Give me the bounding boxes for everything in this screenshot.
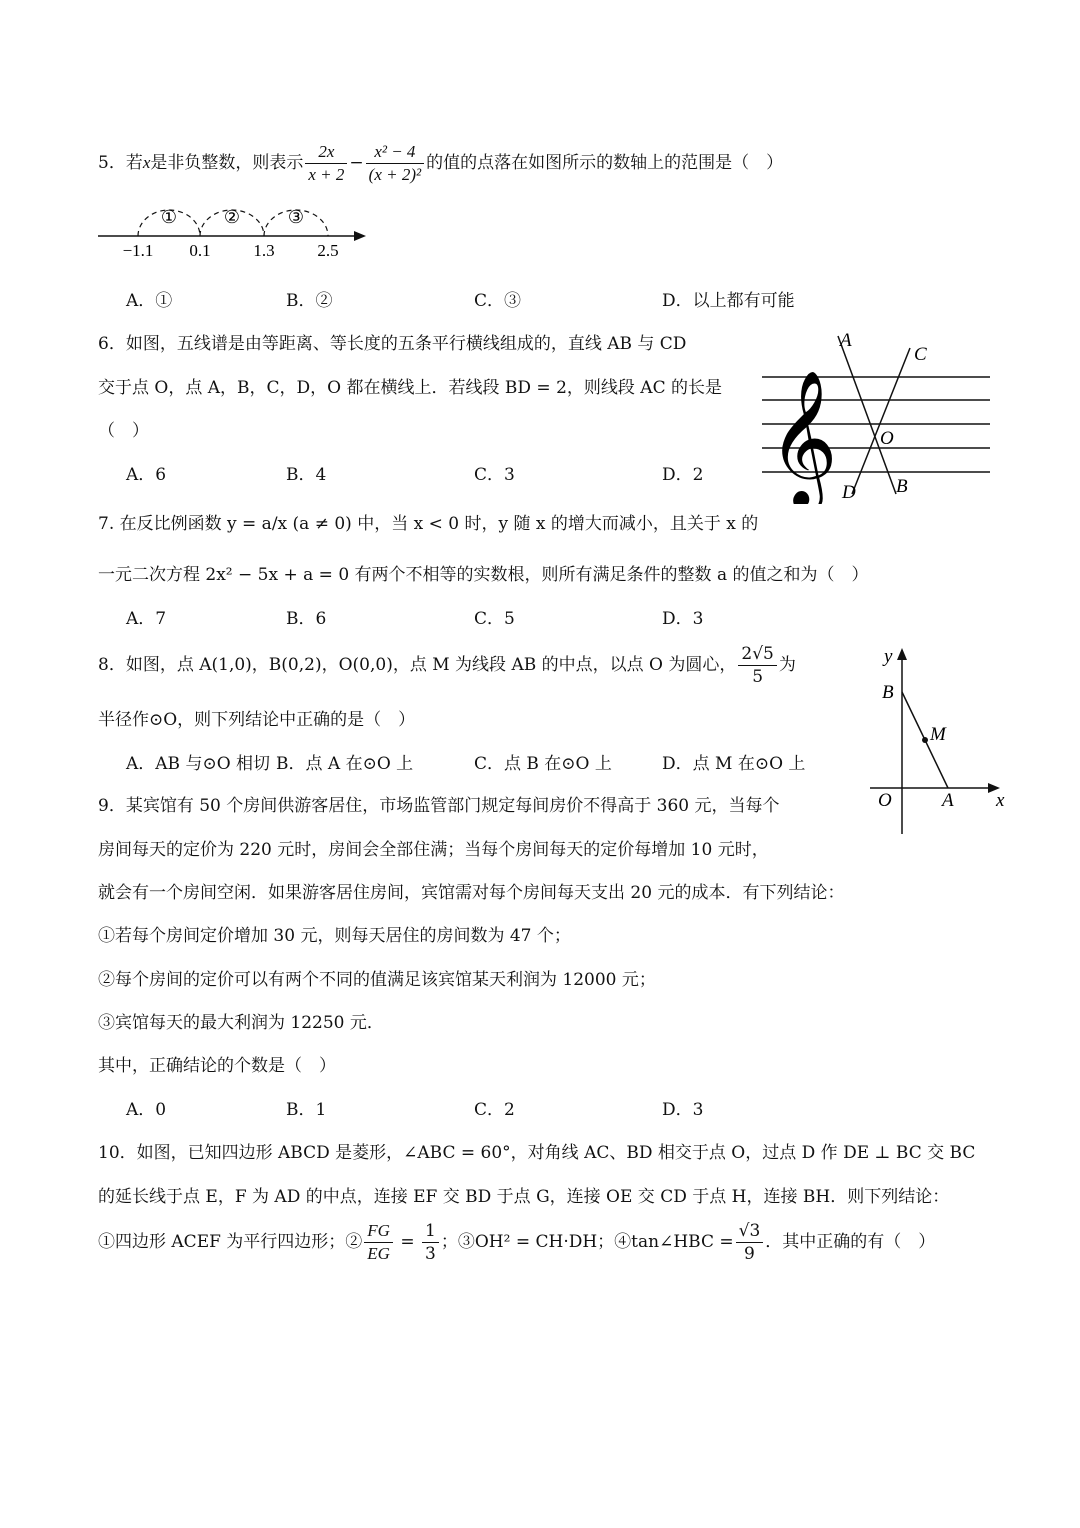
q7-option-a[interactable]: A．7 [126,609,167,629]
q5-fraction-2 [366,141,424,186]
q8-label-x: x [996,790,1005,811]
q10-tan-numerator: √3 [736,1220,764,1243]
q8-stem-tail: 为 [778,655,796,675]
q5-fraction-1 [305,141,347,186]
q7-option-d[interactable]: D．3 [662,609,704,629]
q10-conclusion-1: ①四边形 ACEF 为平行四边形；② [98,1232,363,1252]
q10-tan-fraction [736,1220,764,1265]
q6-stem-line-1: 6．如图，五线谱是由等距离、等长度的五条平行横线组成的，直线 AB 与 CD [98,334,687,354]
q9-option-c[interactable]: C．2 [474,1100,515,1120]
q8-stem-line-2: 半径作⊙O，则下列结论中正确的是（ ） [98,710,416,730]
q5-var-x: x [142,153,151,172]
q10-conclusion-3-4: ；③OH² = CH·DH；④tan∠HBC = [440,1232,734,1252]
q6-label-d: D [842,482,856,503]
q7-stem-line-1: 7. 在反比例函数 y = a/x (a ≠ 0) 中，当 x < 0 时，y 随 x 的增大而减小，且关于 x 的 [98,514,759,534]
q10-third-numerator: 1 [422,1220,439,1243]
q8-label-o: O [878,790,892,811]
q9-stem-line-1: 9．某宾馆有 50 个房间供游客居住，市场监管部门规定每间房价不得高于 360 元，当每个 [98,796,780,816]
q10-fg-numerator: FG [364,1220,393,1243]
q5-fraction-1-denominator: x + 2 [308,165,345,184]
q9-stem-line-2: 房间每天的定价为 220 元时，房间会全部住满；当每个房间每天的定价每增加 10 元时， [98,840,769,860]
q9-statement-3: ③宾馆每天的最大利润为 12250 元． [98,1013,384,1033]
q8-option-a[interactable]: A．AB 与⊙O 相切 [126,754,271,774]
q5-number-line [96,196,376,262]
q9-question: 其中，正确结论的个数是（ ） [98,1056,336,1076]
q7-stem-line-2: 一元二次方程 2x² − 5x + a = 0 有两个不相等的实数根，则所有满足条件的整数 a 的值之和为（ ） [98,565,869,585]
q8-radius-fraction [738,643,776,688]
q5-fraction-2-numerator: x² − 4 [366,141,424,164]
q7-option-c[interactable]: C．5 [474,609,515,629]
q8-label-m: M [930,724,946,745]
q10-third-denominator: 3 [425,1244,436,1264]
q5-stem [98,140,783,186]
q10-one-third [422,1220,439,1265]
q5-post-text: 的值的点落在如图所示的数轴上的范围是（ ） [426,153,784,173]
q5-arc-label-1: ① [160,207,178,227]
q8-option-b[interactable]: B．点 A 在⊙O 上 [276,754,414,774]
q8-label-b: B [882,682,894,703]
q5-mid-text: 是非负整数，则表示 [150,153,304,173]
q10-conclusions: ①四边形 ACEF 为平行四边形；② $\frac{FG}{EG}$ = $\frac{1}{3}$ ；③OH² = CH·DH；④tan∠HBC = $\frac{√3}{9}$ ．其中正确的有（ ） [98,1221,936,1264]
q9-stem-line-3: 就会有一个房间空闲．如果游客居住房间，宾馆需对每个房间每天支出 20 元的成本．有下列结论： [98,883,845,903]
q8-radius-denominator: 5 [752,667,764,687]
q6-stem-line-3: （ ） [98,421,149,441]
q8-stem-text: 8．如图，点 A(1,0)，B(0,2)，O(0,0)，点 M 为线段 AB 的中点，以点 O 为圆心， [98,655,737,675]
q8-radius-numerator: 2√5 [738,643,776,666]
q6-stem-line-2: 交于点 O，点 A，B，C，D，O 都在横线上．若线段 BD = 2，则线段 AC 的长是 [98,378,722,398]
q8-label-y: y [884,646,893,667]
q7-option-b[interactable]: B．6 [286,609,327,629]
q6-label-a: A [840,330,852,351]
q6-label-c: C [914,344,927,365]
q5-option-c[interactable]: C．③ [474,291,522,311]
q5-arc-label-3: ③ [287,207,305,227]
q10-eg-denominator: EG [367,1244,390,1263]
q5-fraction-1-numerator: 2x [305,141,347,164]
q9-statement-2: ②每个房间的定价可以有两个不同的值满足该宾馆某天利润为 12000 元； [98,970,656,990]
q6-option-a[interactable]: A．6 [126,465,167,485]
q5-option-b[interactable]: B．② [286,291,333,311]
q5-tick-label-3: 1.3 [253,241,275,260]
q6-label-b: B [896,476,908,497]
q6-option-c[interactable]: C．3 [474,465,515,485]
q8-label-a: A [942,790,954,811]
q9-option-d[interactable]: D．3 [662,1100,704,1120]
q5-prefix: 5．若 [98,153,143,173]
q6-label-o: O [880,428,894,449]
treble-clef-icon: 𝄞 [768,373,838,504]
q10-tan-denominator: 9 [744,1244,755,1264]
q5-arc-label-2: ② [223,207,241,227]
q9-option-b[interactable]: B．1 [286,1100,327,1120]
q6-option-b[interactable]: B．4 [286,465,327,485]
q10-stem-line-2: 的延长线于点 E，F 为 AD 的中点，连接 EF 交 BD 于点 G，连接 OE 交 CD 于点 H，连接 BH．则下列结论： [98,1187,950,1207]
q9-option-a[interactable]: A．0 [126,1100,167,1120]
q5-option-a[interactable]: A．① [126,291,173,311]
q9-statement-1: ①若每个房间定价增加 30 元，则每天居住的房间数为 47 个； [98,926,571,946]
q6-staff-figure [760,328,992,504]
q5-tick-label-2: 0.1 [189,241,211,260]
q10-tail: ．其中正确的有（ ） [765,1232,936,1252]
q5-fraction-2-denominator: (x + 2)² [368,165,422,184]
q5-tick-label-1: −1.1 [122,241,154,260]
q10-fg-over-eg [364,1220,393,1265]
q10-stem-line-1: 10．如图，已知四边形 ABCD 是菱形，∠ABC = 60°，对角线 AC、BD 相交于点 O，过点 D 作 DE ⊥ BC 交 BC [98,1143,976,1163]
q8-option-c[interactable]: C．点 B 在⊙O 上 [474,754,612,774]
q8-coordinate-figure [870,640,1020,840]
q8-option-d[interactable]: D．点 M 在⊙O 上 [662,754,806,774]
q6-option-d[interactable]: D．2 [662,465,704,485]
q5-minus: − [349,153,364,173]
q8-stem-line-1 [98,640,796,690]
q5-option-d[interactable]: D．以上都有可能 [662,291,795,311]
q5-tick-label-4: 2.5 [317,241,339,260]
